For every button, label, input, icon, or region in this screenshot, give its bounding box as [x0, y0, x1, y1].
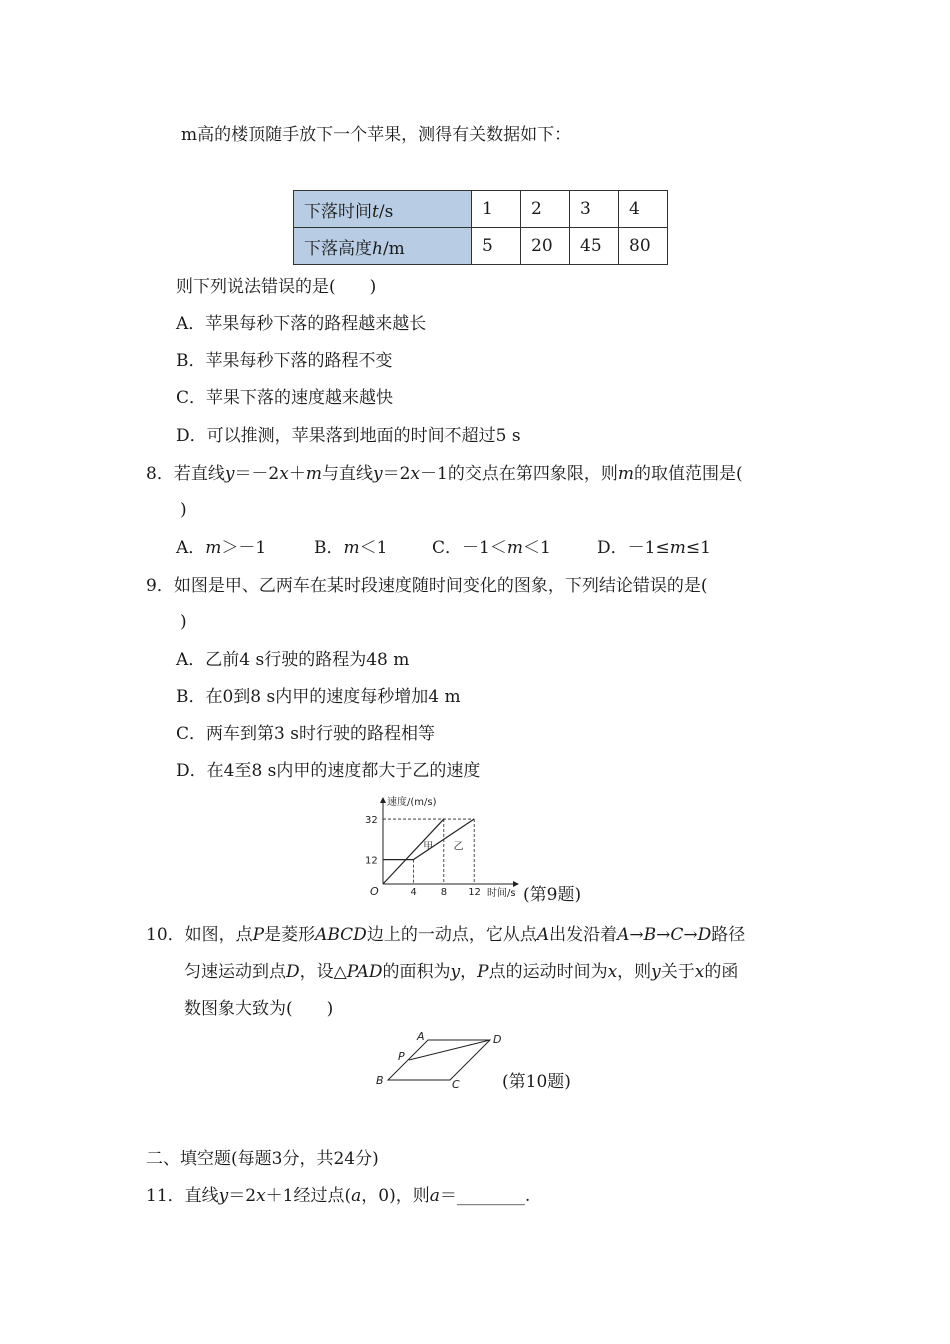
q7-option-b: B．苹果每秒下落的路程不变 [176, 351, 393, 371]
series-label-jia: 甲 [423, 841, 434, 853]
q7-option-c: C．苹果下落的速度越来越快 [176, 388, 394, 408]
label-p: P [398, 1050, 405, 1063]
table-cell: 3 [570, 191, 619, 228]
y-tick-label: 12 [365, 855, 378, 867]
q10-line-2: 匀速运动到点D，设△PAD的面积为y，P点的运动时间为x，则y关于x的函 [184, 962, 739, 982]
q9-option-b: B．在0到8 s内甲的速度每秒增加4 m [176, 687, 461, 707]
q8-option-a: A．m＞－1 [176, 538, 267, 558]
q9-option-d: D．在4至8 s内甲的速度都大于乙的速度 [176, 761, 481, 781]
q9-close-paren: ) [180, 612, 187, 632]
table-cell: 80 [619, 228, 668, 265]
row-header-time: 下落时间t/s [294, 191, 472, 228]
q7-stem: 则下列说法错误的是( ) [176, 277, 377, 297]
section-2-title: 二、填空题(每题3分，共24分) [146, 1149, 379, 1169]
table-cell: 1 [472, 191, 521, 228]
table-cell: 45 [570, 228, 619, 265]
table-cell: 20 [521, 228, 570, 265]
series-line-jia [383, 819, 444, 884]
origin-label: O [370, 885, 379, 898]
x-axis-label: 时间/s [487, 888, 516, 899]
q7-option-a: A．苹果每秒下落的路程越来越长 [176, 314, 427, 334]
label-d: D [493, 1033, 502, 1046]
q8-option-b: B．m＜1 [314, 538, 388, 558]
speed-time-chart [360, 792, 530, 902]
q10-figure-caption: (第10题) [502, 1072, 571, 1092]
q10-line-1: 10．如图，点P是菱形ABCD边上的一动点，它从点A出发沿着A→B→C→D路径 [146, 925, 746, 945]
label-a: A [417, 1030, 425, 1043]
series-line-yi [383, 819, 474, 860]
y-tick-label: 32 [365, 815, 378, 827]
q9-option-c: C．两车到第3 s时行驶的路程相等 [176, 724, 435, 744]
y-axis-label: 速度/(m/s) [387, 797, 437, 808]
label-c: C [452, 1078, 460, 1091]
q8-option-c: C．－1＜m＜1 [432, 538, 551, 558]
table-cell: 4 [619, 191, 668, 228]
q10-line-3: 数图象大致为( ) [184, 999, 334, 1019]
table-row [294, 191, 668, 228]
data-table [293, 190, 668, 265]
rhombus-figure [370, 1028, 520, 1093]
intro-text: m高的楼顶随手放下一个苹果，测得有关数据如下： [181, 125, 572, 145]
label-b: B [376, 1074, 384, 1087]
series-label-yi: 乙 [453, 841, 464, 853]
x-tick-label: 4 [410, 887, 417, 898]
segment-pd [409, 1040, 490, 1060]
table-row [294, 228, 668, 265]
q9-stem: 9．如图是甲、乙两车在某时段速度随时间变化的图象，下列结论错误的是( [146, 576, 708, 596]
x-tick-label: 8 [440, 887, 448, 898]
q11-stem: 11．直线y＝2x＋1经过点(a，0)，则a＝________. [146, 1186, 531, 1206]
x-tick-label: 12 [468, 887, 481, 898]
table-cell: 5 [472, 228, 521, 265]
q7-option-d: D．可以推测，苹果落到地面的时间不超过5 s [176, 426, 521, 446]
table-cell: 2 [521, 191, 570, 228]
q8-stem: 8．若直线y＝－2x＋m与直线y＝2x－1的交点在第四象限，则m的取值范围是( [146, 464, 743, 484]
q9-option-a: A．乙前4 s行驶的路程为48 m [176, 650, 410, 670]
q9-figure-caption: (第9题) [523, 885, 582, 905]
q8-option-d: D．－1≤m≤1 [597, 538, 711, 558]
q8-close-paren: ) [180, 500, 187, 520]
row-header-height: 下落高度h/m [294, 228, 472, 265]
